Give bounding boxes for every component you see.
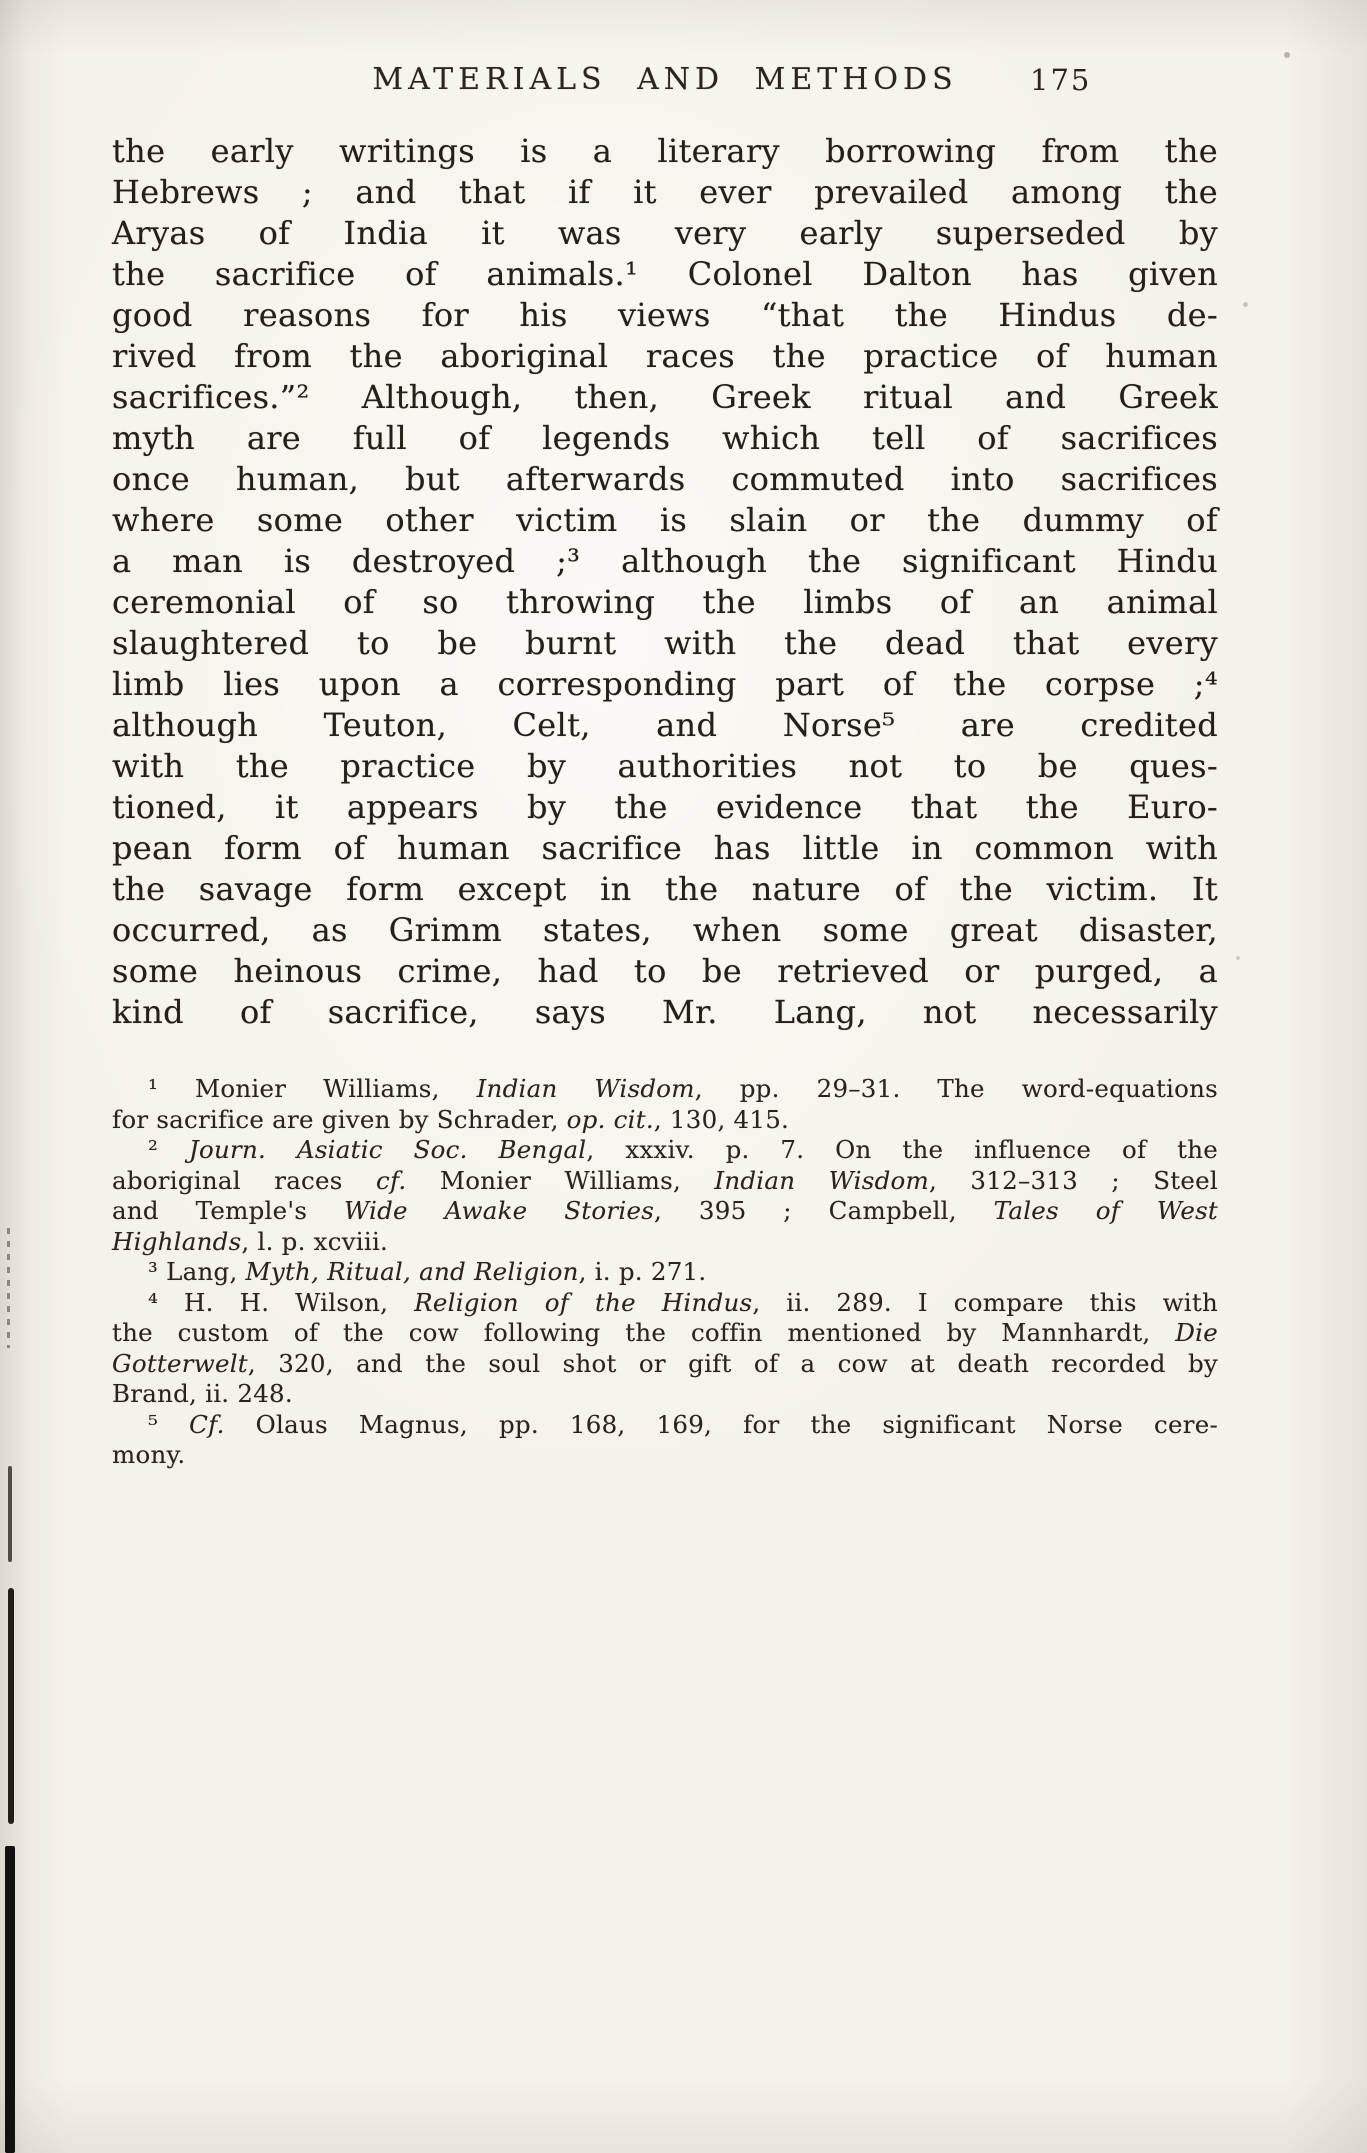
footnote-italic-text: Indian Wisdom	[476, 1074, 695, 1103]
body-line: with the practice by authorities not to be ques-	[112, 747, 1218, 785]
footnote-line	[112, 1440, 1218, 1471]
footnote-text: ³ Lang,	[148, 1257, 246, 1286]
footnote-italic-text: Indian Wisdom	[714, 1165, 929, 1195]
footnote-line	[112, 1074, 1218, 1105]
body-line: occurred, as Grimm states, when some great disaster,	[112, 911, 1218, 949]
footnote-text: mony.	[112, 1440, 186, 1469]
body-line: ceremonial of so throwing the limbs of an animal	[112, 583, 1218, 621]
body-line: Hebrews ; and that if it ever prevailed among the	[112, 173, 1218, 211]
footnote-line	[112, 1166, 1218, 1197]
body-text	[112, 131, 1218, 1033]
footnote-text: for sacrifice are given by Schrader,	[112, 1104, 567, 1134]
footnote-line	[112, 1349, 1218, 1380]
footnote-italic-text: Tales of West	[993, 1196, 1219, 1225]
footnote-italic-text: Die	[1175, 1318, 1218, 1347]
footnote-text: Olaus Magnus, pp. 168, 169, for the significant Norse cere-	[224, 1409, 1219, 1439]
page-header	[112, 62, 1218, 106]
footnote-text: ⁵	[148, 1409, 190, 1439]
footnote-text: , xxxiv. p. 7. On the influence of the	[586, 1135, 1218, 1164]
footnote-italic-text: Myth, Ritual, and Religion	[245, 1257, 579, 1286]
body-line: good reasons for his views “that the Hindus de-	[112, 296, 1218, 334]
body-line: sacrifices.”² Although, then, Greek ritual and Greek	[112, 378, 1218, 416]
binding-mark-dotted	[7, 1228, 10, 1348]
footnote-text: Brand, ii. 248.	[112, 1379, 293, 1408]
footnote-line	[112, 1318, 1218, 1349]
binding-mark-medium	[8, 1588, 14, 1824]
footnote-italic-text: Wide Awake Stories	[344, 1196, 655, 1225]
body-line: slaughtered to be burnt with the dead that every	[112, 624, 1218, 662]
footnote-line	[112, 1410, 1218, 1441]
body-line: tioned, it appears by the evidence that the Euro-	[112, 788, 1218, 826]
page-number: 175	[1030, 63, 1092, 97]
footnote-line	[112, 1257, 1218, 1288]
footnote-italic-text: cf.	[376, 1165, 407, 1195]
body-line: Aryas of India it was very early superseded by	[112, 214, 1218, 252]
footnote-text: ⁴ H. H. Wilson,	[148, 1287, 415, 1317]
footnote-text: and Temple's	[112, 1196, 345, 1225]
footnote-italic-text: op. cit.	[566, 1104, 654, 1134]
footnote-text: aboriginal races	[112, 1165, 376, 1195]
body-line: pean form of human sacrifice has little in common with	[112, 829, 1218, 867]
body-line: some heinous crime, had to be retrieved or purged, a	[112, 952, 1218, 990]
footnote-text: ²	[148, 1135, 189, 1164]
body-line: the sacrifice of animals.¹ Colonel Dalton has given	[112, 255, 1218, 293]
body-line: where some other victim is slain or the dummy of	[112, 501, 1218, 539]
binding-mark-short	[8, 1466, 12, 1562]
footnote-text: , 130, 415.	[653, 1104, 790, 1134]
footnote-italic-text: Gotterwelt	[112, 1348, 248, 1378]
body-line: although Teuton, Celt, and Norse⁵ are credited	[112, 706, 1218, 744]
body-line: once human, but afterwards commuted into sacrifices	[112, 460, 1218, 498]
footnote-text: , pp. 29–31. The word-equations	[694, 1074, 1218, 1103]
footnote-text: , 312–313 ; Steel	[928, 1165, 1218, 1195]
body-line: myth are full of legends which tell of sacrifices	[112, 419, 1218, 457]
footnotes	[112, 1074, 1218, 1471]
footnote-line	[112, 1135, 1218, 1166]
footnote-italic-text: Cf.	[189, 1409, 225, 1439]
footnote-text: , l. p. xcviii.	[241, 1226, 389, 1256]
footnote-text: , 320, and the soul shot or gift of a cow at death recorded by	[247, 1348, 1218, 1378]
footnote-line	[112, 1379, 1218, 1410]
footnote-text: , i. p. 271.	[578, 1257, 707, 1286]
footnote-line	[112, 1288, 1218, 1319]
scan-speck	[1236, 956, 1240, 960]
binding-mark-long	[5, 1846, 15, 2153]
scan-speck	[1284, 52, 1290, 58]
body-line: kind of sacrifice, says Mr. Lang, not necessarily	[112, 993, 1218, 1031]
footnote-line	[112, 1227, 1218, 1258]
body-line: the savage form except in the nature of the victim. It	[112, 870, 1218, 908]
body-line: limb lies upon a corresponding part of the corpse ;⁴	[112, 665, 1218, 703]
footnote-line	[112, 1196, 1218, 1227]
scan-speck	[1243, 302, 1248, 307]
footnote-text: ¹ Monier Williams,	[148, 1074, 477, 1103]
running-title: MATERIALS AND METHODS	[372, 62, 958, 97]
footnote-italic-text: Religion of the Hindus	[414, 1287, 753, 1317]
body-line: the early writings is a literary borrowing from the	[112, 132, 1218, 170]
body-line: rived from the aboriginal races the practice of human	[112, 337, 1218, 375]
footnote-text: , 395 ; Campbell,	[654, 1196, 994, 1225]
footnote-text: Monier Williams,	[406, 1165, 715, 1195]
footnote-italic-text: Highlands	[112, 1226, 242, 1256]
body-line: a man is destroyed ;³ although the significant Hindu	[112, 542, 1218, 580]
footnote-text: the custom of the cow following the coffin mentioned by Mannhardt,	[112, 1318, 1176, 1347]
footnote-italic-text: Journ. Asiatic Soc. Bengal	[188, 1135, 587, 1164]
footnote-text: , ii. 289. I compare this with	[752, 1287, 1219, 1317]
footnote-line	[112, 1105, 1218, 1136]
